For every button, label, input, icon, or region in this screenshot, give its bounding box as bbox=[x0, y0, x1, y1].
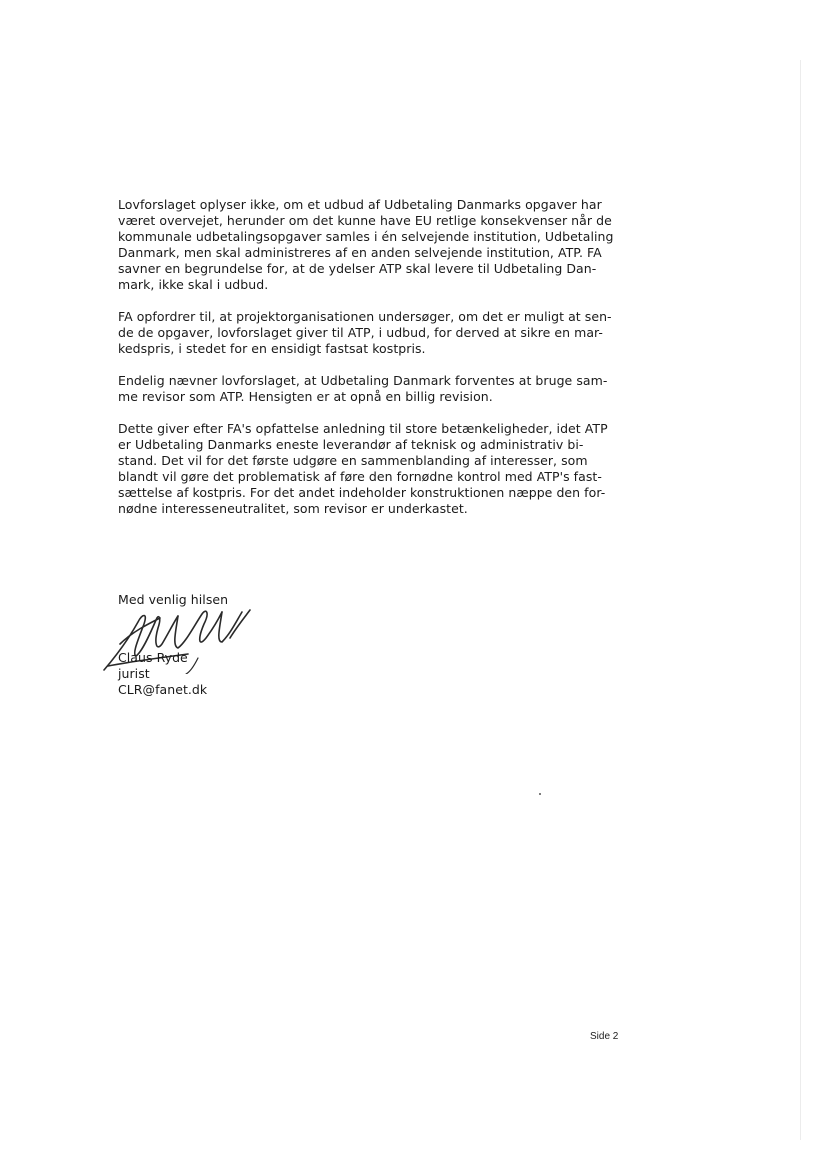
text-line: Dette giver efter FA's opfattelse anledning til store betænkeligheder, idet ATP bbox=[118, 421, 608, 436]
text-line: blandt vil gøre det problematisk af føre den fornødne kontrol med ATP's fast- bbox=[118, 469, 602, 484]
signer-title: jurist bbox=[118, 666, 150, 681]
text-line: FA opfordrer til, at projektorganisationen undersøger, om det er muligt at sen- bbox=[118, 309, 612, 324]
signature-block bbox=[118, 592, 338, 712]
text-line: stand. Det vil for det første udgøre en sammenblanding af interesser, som bbox=[118, 453, 588, 468]
signer-name: Claus Ryde bbox=[118, 650, 188, 665]
closing-greeting: Med venlig hilsen bbox=[118, 592, 229, 607]
text-line: Danmark, men skal administreres af en anden selvejende institution, ATP. FA bbox=[118, 245, 602, 260]
paragraph-auditor bbox=[118, 373, 638, 405]
text-line: Lovforslaget oplyser ikke, om et udbud af Udbetaling Danmarks opgaver har bbox=[118, 197, 602, 212]
paragraph-concerns bbox=[118, 421, 638, 517]
page-number: Side 2 bbox=[590, 1031, 619, 1042]
paragraph-encouragement bbox=[118, 309, 638, 357]
text-line: savner en begrundelse for, at de ydelser ATP skal levere til Udbetaling Dan- bbox=[118, 261, 597, 276]
scan-speck bbox=[539, 793, 541, 795]
text-line: kedspris, i stedet for en ensidigt fastsat kostpris. bbox=[118, 341, 426, 356]
scan-edge-line bbox=[800, 60, 801, 1140]
text-line: de de opgaver, lovforslaget giver til ATP, i udbud, for derved at sikre en mar- bbox=[118, 325, 603, 340]
text-line: sættelse af kostpris. For det andet indeholder konstruktionen næppe den for- bbox=[118, 485, 606, 500]
text-line: nødne interesseneutralitet, som revisor er underkastet. bbox=[118, 501, 468, 516]
text-line: været overvejet, herunder om det kunne have EU retlige konsekvenser når de bbox=[118, 213, 612, 228]
text-line: er Udbetaling Danmarks eneste leverandør af teknisk og administrativ bi- bbox=[118, 437, 584, 452]
text-line: mark, ikke skal i udbud. bbox=[118, 277, 269, 292]
letter-body bbox=[118, 197, 638, 533]
text-line: me revisor som ATP. Hensigten er at opnå en billig revision. bbox=[118, 389, 493, 404]
text-line: kommunale udbetalingsopgaver samles i én selvejende institution, Udbetaling bbox=[118, 229, 614, 244]
text-line: Endelig nævner lovforslaget, at Udbetaling Danmark forventes at bruge sam- bbox=[118, 373, 608, 388]
signer-email: CLR@fanet.dk bbox=[118, 682, 208, 697]
paragraph-tender bbox=[118, 197, 638, 293]
